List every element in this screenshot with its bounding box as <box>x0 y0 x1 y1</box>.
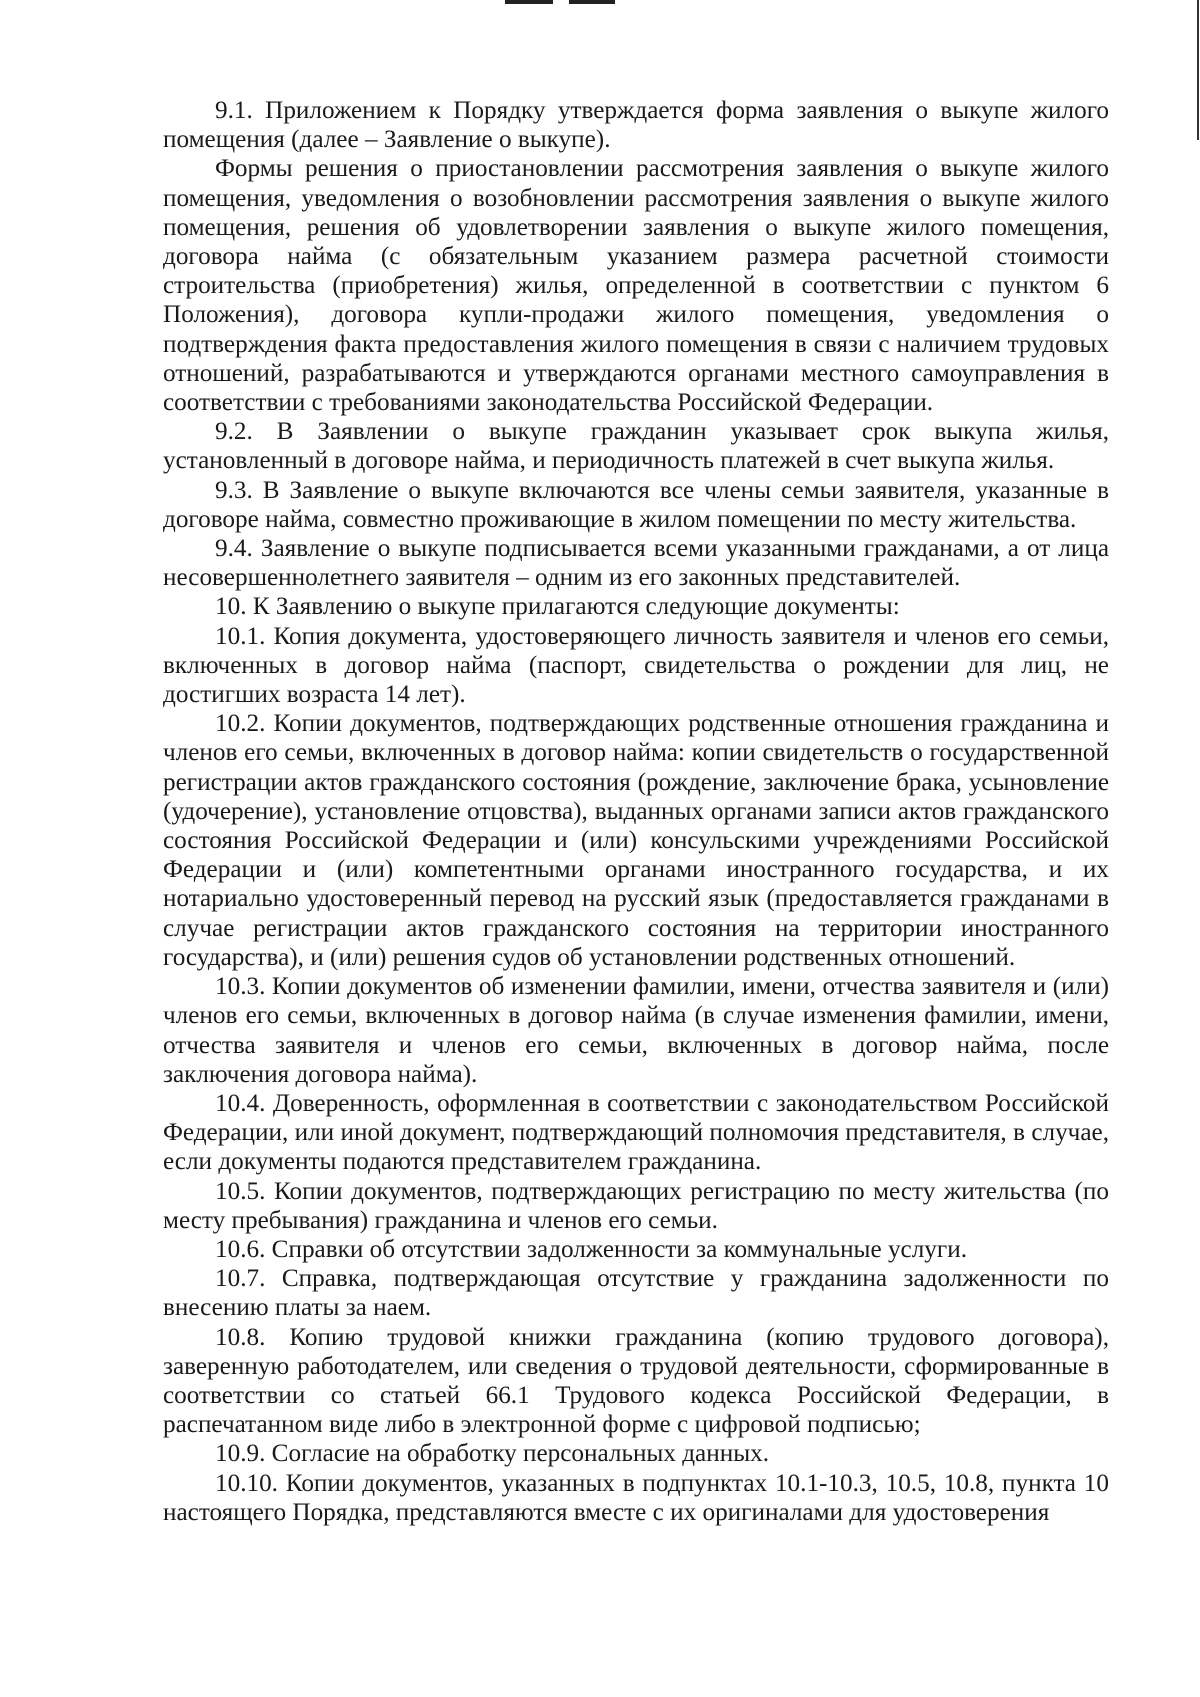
paragraph-10: 10. К Заявлению о выкупе прилагаются следующие документы: <box>215 593 900 621</box>
paragraph-9-1: 9.1. Приложением к Порядку утверждается форма заявления о выкупе жилого помещения (далее – Заявление о выкупе). <box>163 97 1109 154</box>
paragraph-10-2: 10.2. Копии документов, подтверждающих родственные отношения гражданина и членов его семьи, включенных в договор найма: копии свидетельств о государственной регистрации актов гражданского состояния (рождение, заключение брака, усыновление (удочерение), установление отцовства), выданных органами записи актов гражданского состояния Российской Федерации и (или) консульскими учреждениями Российской Федерации и (или) компетентными органами иностранного государства, и их нотариально удостоверенный перевод на русский язык (предоставляется гражданами в случае регистрации актов гражданского состояния на территории иностранного государства), и (или) решения судов об установлении родственных отношений. <box>163 710 1109 971</box>
paragraph-10-7: 10.7. Справка, подтверждающая отсутствие у гражданина задолженности по внесению платы за наем. <box>163 1265 1109 1322</box>
paragraph-9-2: 9.2. В Заявлении о выкупе гражданин указывает срок выкупа жилья, установленный в договоре найма, и периодичность платежей в счет выкупа жилья. <box>163 418 1109 475</box>
paragraph-forms: Формы решения о приостановлении рассмотрения заявления о выкупе жилого помещения, уведомления о возобновлении рассмотрения заявления о выкупе жилого помещения, решения об удовлетворении заявления о выкупе жилого помещения, договора найма (с обязательным указанием размера расчетной стоимости строительства (приобретения) жилья, определенной в соответствии с пунктом 6 Положения), договора купли-продажи жилого помещения, уведомления о подтверждения факта предоставления жилого помещения в связи с наличием трудовых отношений, разрабатываются и утверждаются органами местного самоуправления в соответствии с требованиями законодательства Российской Федерации. <box>163 155 1109 417</box>
paragraph-10-6: 10.6. Справки об отсутствии задолженности за коммунальные услуги. <box>215 1235 967 1263</box>
paragraph-10-9: 10.9. Согласие на обработку персональных данных. <box>215 1440 770 1468</box>
paragraph-10-1: 10.1. Копия документа, удостоверяющего личность заявителя и членов его семьи, включенных в договор найма (паспорт, свидетельства о рождении для лиц, не достигших возраста 14 лет). <box>163 622 1109 709</box>
paragraph-10-4: 10.4. Доверенность, оформленная в соответствии с законодательством Российской Федерации, или иной документ, подтверждающий полномочия представителя, в случае, если документы подаются представителем гражданина. <box>163 1089 1109 1176</box>
paragraph-10-8: 10.8. Копию трудовой книжки гражданина (копию трудового договора), заверенную работодателем, или сведения о трудовой деятельности, сформированные в соответствии со статьей 66.1 Трудового кодекса Российской Федерации, в распечатанном виде либо в электронной форме с цифровой подписью; <box>163 1323 1109 1439</box>
paragraph-10-3: 10.3. Копии документов об изменении фамилии, имени, отчества заявителя и (или) членов его семьи, включенных в договор найма (в случае изменения фамилии, имени, отчества заявителя и членов его семьи, включенных в договор найма, после заключения договора найма). <box>163 973 1109 1088</box>
paragraph-9-4: 9.4. Заявление о выкупе подписывается всеми указанными гражданами, а от лица несовершеннолетнего заявителя – одним из его законных представителей. <box>163 535 1109 592</box>
paragraph-10-5: 10.5. Копии документов, подтверждающих регистрацию по месту жительства (по месту пребывания) гражданина и членов его семьи. <box>163 1177 1109 1234</box>
paragraph-9-3: 9.3. В Заявление о выкупе включаются все члены семьи заявителя, указанные в договоре найма, совместно проживающие в жилом помещении по месту жительства. <box>163 476 1109 533</box>
page-number-mark <box>505 0 615 4</box>
paragraph-10-10: 10.10. Копии документов, указанных в подпунктах 10.1-10.3, 10.5, 10.8, пункта 10 настоящего Порядка, представляются вместе с их оригиналами для удостоверения <box>163 1469 1109 1526</box>
document-body <box>163 96 1109 1527</box>
scan-edge-line <box>1197 0 1199 140</box>
